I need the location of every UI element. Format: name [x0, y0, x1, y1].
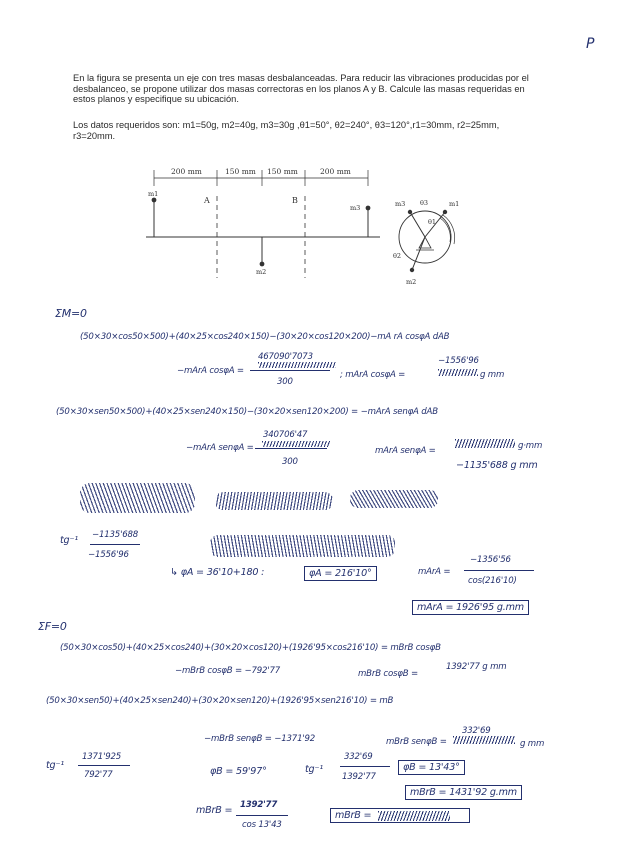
moment-cos-equation: (50×30×cos50×500)+(40×25×cos240×150)−(30×20×cos120×200)−mA rA cosφA dAB — [80, 332, 450, 342]
plane-b-label: B — [292, 196, 298, 205]
dim-3: 150 mm — [267, 167, 298, 176]
problem-statement: En la figura se presenta un eje con tres masas desbalanceadas. Para reducir las vibraciones producidas por el desbalanceo, se propone utilizar dos masas correctoras en los planos A y B. Calcule las masas requeridas en estos planos y especifique su ubicación. — [73, 73, 529, 105]
tg-b-den: 792'77 — [84, 770, 113, 780]
mbrb-result: mBrB = 1431'92 g.mm — [405, 785, 522, 800]
force-cos-equation: (50×30×cos50)+(40×25×cos240)+(30×20×cos120)+(1926'95×cos216'10) = mBrB cosφB — [60, 643, 441, 653]
eq1-frac-den: 300 — [277, 377, 293, 387]
tg-b-label: tg⁻¹ — [305, 764, 323, 775]
label-m1: m1 — [148, 190, 159, 198]
mara-num: −1356'56 — [470, 555, 511, 565]
moment-sin-equation: (50×30×sen50×500)+(40×25×sen240×150)−(30×20×sen120×200) = −mArA senφA dAB — [56, 407, 438, 417]
label-m3: m3 — [350, 204, 361, 212]
eq2-result: −1135'688 g mm — [456, 460, 538, 471]
mara-left: mArA = — [418, 567, 451, 577]
mbrb-den: cos 13'43 — [242, 820, 282, 830]
end-view-m3: m3 — [395, 200, 406, 208]
mara-den: cos(216'10) — [468, 576, 517, 586]
scratch-out-2 — [215, 492, 333, 510]
tg-a-num: −1135'688 — [92, 530, 139, 540]
sum-forces-label: ΣF=0 — [38, 620, 67, 633]
scribble-6 — [378, 811, 450, 821]
mbrb-result-2: mBrB = — [330, 808, 470, 823]
tg-b-num2: 332'69 — [344, 752, 373, 762]
scratch-out-4 — [210, 535, 395, 557]
sum-moments-label: ΣM=0 — [55, 307, 87, 320]
eq3-left: −mBrB cosφB = −792'77 — [175, 666, 281, 676]
scribble-2 — [262, 441, 330, 447]
mbrb-num: 1392'77 — [240, 800, 278, 810]
eq3-right: mBrB cosφB = — [358, 669, 418, 679]
eq2-frac-den: 300 — [282, 457, 298, 467]
eq1-left: −mArA cosφA = — [177, 366, 244, 376]
eq4-result: 332'69 — [462, 726, 491, 736]
scribble-2b — [455, 439, 515, 448]
eq4-result-unit: g mm — [520, 739, 545, 749]
mbrb-bar — [236, 815, 288, 816]
tg-b-bar — [78, 765, 130, 766]
tg-b-den2: 1392'77 — [342, 772, 376, 782]
tg-a-label: tg⁻¹ — [60, 535, 78, 546]
dim-2: 150 mm — [225, 167, 256, 176]
shaft-figure — [140, 160, 480, 290]
tg-b-start: tg⁻¹ — [46, 760, 64, 771]
tg-a-den: −1556'96 — [88, 550, 129, 560]
mara-bar — [464, 570, 534, 571]
eq2-right: mArA senφA = — [375, 446, 436, 456]
eq1-res-unit: g mm — [480, 370, 505, 380]
scribble-5 — [453, 736, 515, 744]
eq3-result: 1392'77 g mm — [446, 662, 507, 672]
dim-4: 200 mm — [320, 167, 351, 176]
dim-1: 200 mm — [171, 167, 202, 176]
scribble-1b — [438, 369, 478, 376]
tg-a-bar — [90, 544, 140, 545]
eq2-res-unit: g·mm — [518, 441, 543, 451]
mbrb-left: mBrB = — [196, 805, 233, 816]
eq2-frac-bar — [255, 448, 327, 449]
end-view-th3: θ3 — [420, 199, 429, 207]
eq2-frac-num: 340706'47 — [263, 430, 308, 440]
end-view-th1: θ1 — [428, 218, 437, 226]
eq4-left: −mBrB senφB = −1371'92 — [204, 734, 316, 744]
force-sin-equation: (50×30×sen50)+(40×25×sen240)+(30×20×sen120)+(1926'95×sen216'10) = mB — [46, 696, 394, 706]
eq1-right: ; mArA cosφA = — [340, 370, 406, 380]
eq1-res-top: −1556'96 — [438, 356, 479, 366]
corner-mark: P — [586, 36, 595, 52]
eq1-frac-num: 467090'7073 — [258, 352, 313, 362]
tg-b-num: 1371'925 — [82, 752, 122, 762]
mara-result: mArA = 1926'95 g.mm — [412, 600, 529, 615]
eq4-right: mBrB senφB = — [386, 737, 447, 747]
end-view-m2: m2 — [406, 278, 417, 286]
plane-a-label: A — [204, 196, 210, 205]
scribble-1 — [258, 362, 336, 368]
end-view-th2: θ2 — [393, 252, 402, 260]
phi-b-result: φB = 13'43° — [398, 760, 465, 775]
scratch-out-1 — [80, 483, 195, 513]
phi-a-result: φA = 216'10° — [304, 566, 377, 581]
problem-data: Los datos requeridos son: m1=50g, m2=40g, m3=30g ,θ1=50°, θ2=240°, θ3=120°,r1=30mm, r2=25mm, r3=20mm. — [73, 120, 500, 141]
phi-b-first: φB = 59'97° — [210, 766, 267, 777]
phi-a-calc: ↳ φA = 36'10+180 : — [170, 567, 265, 578]
end-view-m1: m1 — [449, 200, 460, 208]
scratch-out-3 — [350, 490, 438, 508]
tg-b-bar2 — [340, 766, 390, 767]
label-m2: m2 — [256, 268, 267, 276]
eq2-left: −mArA senφA = — [186, 443, 254, 453]
eq1-frac-bar — [250, 370, 330, 371]
